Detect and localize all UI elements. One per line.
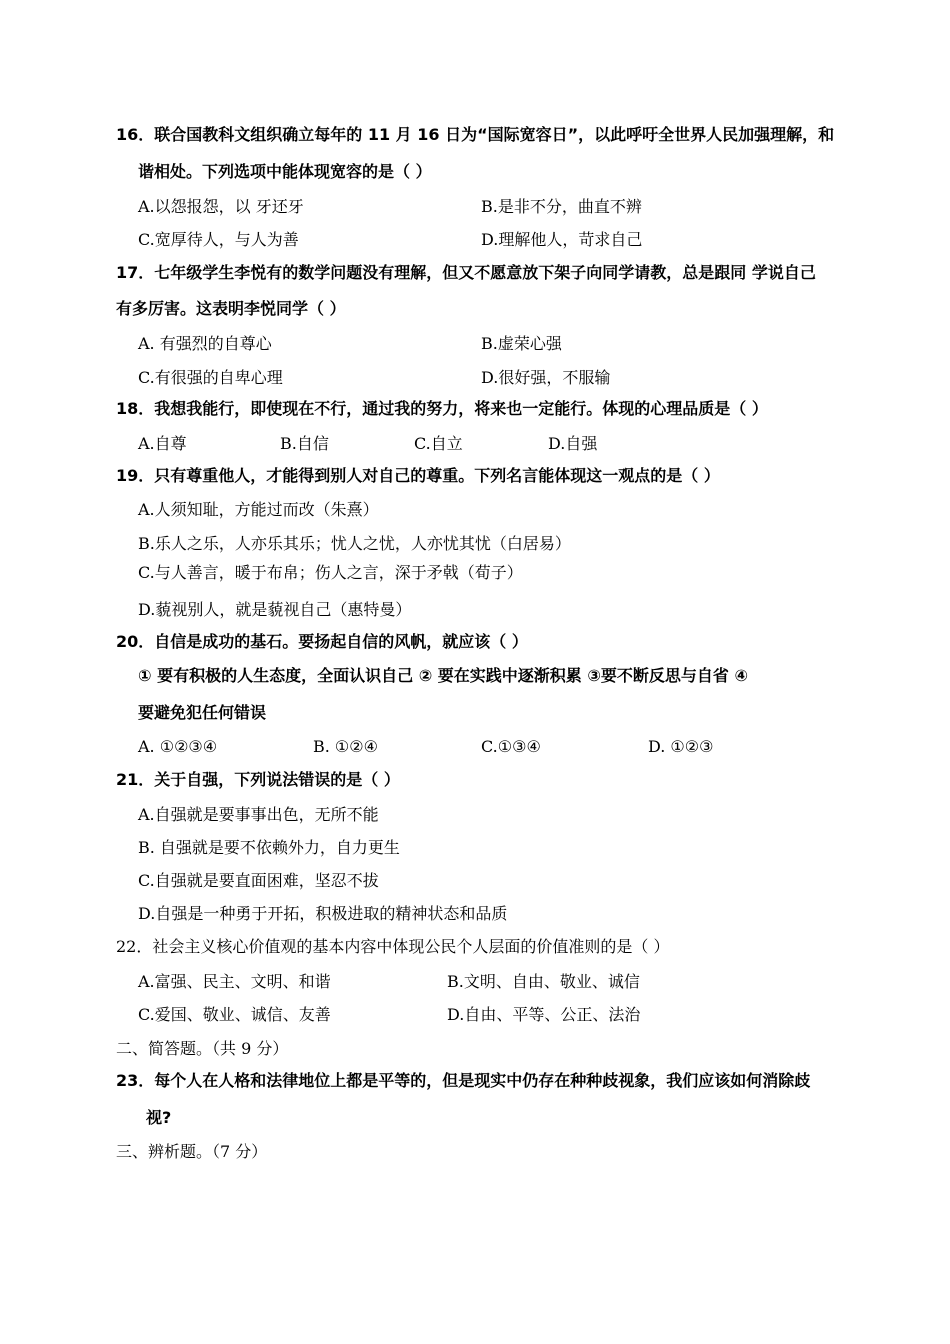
- section-heading-short-answer: 二、简答题。（共 9 分）: [116, 1039, 289, 1058]
- q17-option-c: C.有很强的自卑心理: [138, 368, 283, 387]
- q19-stem: 19．只有尊重他人，才能得到别人对自己的尊重。下列名言能体现这一观点的是（ ）: [116, 466, 720, 485]
- section-heading-analysis: 三、辨析题。（7 分）: [116, 1142, 268, 1161]
- q16-stem-line1: 16．联合国教科文组织确立每年的 11 月 16 日为“国际宽容日”，以此呼吁全世界人民加强理解，和: [116, 125, 835, 144]
- q16-option-a: A.以怨报怨，以 牙还牙: [138, 197, 304, 216]
- q18-option-d: D.自强: [548, 434, 598, 453]
- q18-option-c: C.自立: [414, 434, 463, 453]
- q21-option-a: A.自强就是要事事出色，无所不能: [138, 805, 379, 824]
- q18-stem: 18．我想我能行，即使现在不行，通过我的努力，将来也一定能行。体现的心理品质是（ ）: [116, 399, 768, 418]
- q22-stem: 22．社会主义核心价值观的基本内容中体现公民个人层面的价值准则的是（ ）: [116, 937, 670, 956]
- q20-statements-line1: ① 要有积极的人生态度，全面认识自己 ② 要在实践中逐渐积累 ③要不断反思与自省 ④: [138, 666, 749, 685]
- q19-option-c: C.与人善言，暖于布帛；伤人之言，深于矛戟（荀子）: [138, 563, 523, 582]
- q22-option-a: A.富强、民主、文明、和谐: [138, 972, 331, 991]
- q16-option-d: D.理解他人，苛求自己: [481, 230, 643, 249]
- q21-option-b: B. 自强就是要不依赖外力，自力更生: [138, 838, 400, 857]
- q16-stem-line2: 谐相处。下列选项中能体现宽容的是（ ）: [138, 162, 432, 181]
- q19-option-b: B.乐人之乐，人亦乐其乐；忧人之忧，人亦忧其忧（白居易）: [138, 534, 571, 553]
- q18-option-b: B.自信: [280, 434, 329, 453]
- q23-stem-line2: 视?: [146, 1108, 172, 1127]
- q17-option-d: D.很好强，不服输: [481, 368, 611, 387]
- q17-option-a: A. 有强烈的自尊心: [138, 334, 272, 353]
- q23-stem-line1: 23．每个人在人格和法律地位上都是平等的，但是现实中仍存在种种歧视象，我们应该如何消除歧: [116, 1071, 811, 1090]
- q17-stem-line2: 有多厉害。这表明李悦同学（ ）: [116, 299, 346, 318]
- q16-option-b: B.是非不分，曲直不辨: [481, 197, 642, 216]
- q20-stem: 20．自信是成功的基石。要扬起自信的风帆，就应该（ ）: [116, 632, 528, 651]
- q22-option-c: C.爱国、敬业、诚信、友善: [138, 1005, 331, 1024]
- q22-option-d: D.自由、平等、公正、法治: [447, 1005, 641, 1024]
- q16-option-c: C.宽厚待人，与人为善: [138, 230, 299, 249]
- q21-option-c: C.自强就是要直面困难，坚忍不拔: [138, 871, 379, 890]
- q17-option-b: B.虚荣心强: [481, 334, 562, 353]
- q20-option-b: B. ①②④: [313, 737, 378, 756]
- q20-statements-line2: 要避免犯任何错误: [138, 703, 267, 722]
- q17-stem-line1: 17．七年级学生李悦有的数学问题没有理解，但又不愿意放下架子向同学请教，总是跟同 学说自己: [116, 263, 816, 282]
- q18-option-a: A.自尊: [138, 434, 187, 453]
- q20-option-d: D. ①②③: [648, 737, 714, 756]
- q20-option-c: C.①③④: [481, 737, 541, 756]
- q21-option-d: D.自强是一种勇于开拓，积极进取的精神状态和品质: [138, 904, 508, 923]
- q22-option-b: B.文明、自由、敬业、诚信: [447, 972, 640, 991]
- q20-option-a: A. ①②③④: [138, 737, 218, 756]
- q19-option-d: D.藐视别人，就是藐视自己（惠特曼）: [138, 600, 412, 619]
- q19-option-a: A.人须知耻，方能过而改（朱熹）: [138, 500, 379, 519]
- q21-stem: 21．关于自强，下列说法错误的是（ ）: [116, 770, 400, 789]
